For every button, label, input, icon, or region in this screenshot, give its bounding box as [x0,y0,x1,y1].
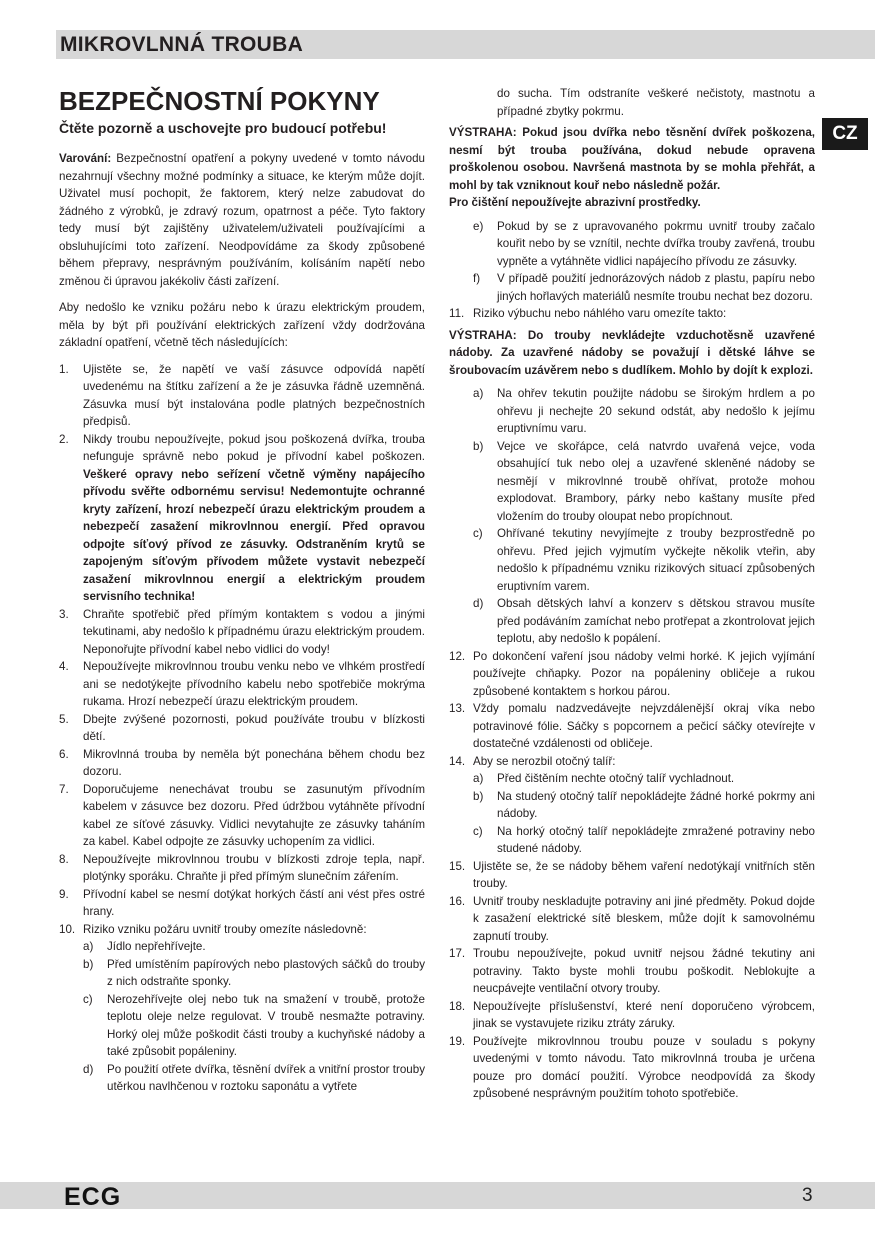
sub-list-item: f) V případě použití jednorázových nádob z plastu, papíru nebo jiných hořlavých materiálů nesmíte troubu nechat bez dozoru. [473,272,815,303]
list-item: 18. Nepoužívejte příslušenství, které není doporučeno výrobcem, jinak se vystavujete riziku ztráty záruky. [449,999,815,1030]
sub-list-item: d) Po použití otřete dvířka, těsnění dvířek a vnitřní prostor trouby utěrkou navlhčenou v roztoku saponátu a vytřete [83,1062,425,1093]
brand-logo: ECG [64,1183,122,1211]
sub-list-item: c) Na horký otočný talíř nepokládejte zmražené potraviny nebo studené nádoby. [473,824,815,855]
header-title: MIKROVLNNÁ TROUBA [60,33,304,56]
list-item: 5. Dbejte zvýšené pozornosti, pokud používáte troubu v blízkosti dětí. [59,712,425,743]
intro-paragraph: Aby nedošlo ke vzniku požáru nebo k úrazu elektrickým proudem, měla by být při používání elektrických zařízení vždy dodržována základní opatření, včetně těch následujících: [59,301,425,349]
list-item: 17. Troubu nepoužívejte, pokud uvnitř nejsou žádné tekutiny ani potraviny. Takto byste mohli troubu poškodit. Neblokujte a neucpávejte ventilační otvory trouby. [449,947,815,995]
list-item: 1. Ujistěte se, že napětí ve vaší zásuvce odpovídá napětí uvedenému na štítku zařízení a že je zásuvka řádně uzemněná. Zásuvka musí být instalována podle platných bezpečnostních předpisů. [59,362,425,428]
safety-list [59,361,425,1096]
header-bar [56,30,875,59]
sub-list-item: a) Jídlo nepřehřívejte. [83,940,206,953]
page-title: BEZPEČNOSTNÍ POKYNY [59,86,380,116]
list-item: 11. Riziko výbuchu nebo náhlého varu omezíte takto: [449,307,727,320]
list-item: 13. Vždy pomalu nadzvedávejte nejvzdálenější okraj víka nebo potravinové fólie. Sáčky s popcornem a pečicí sáčky otevírejte v dostatečné vzdálenosti od obličeje. [449,702,815,750]
list-item: 10. Riziko vzniku požáru uvnitř trouby omezíte následovně: [59,922,367,936]
list-item: 4. Nepoužívejte mikrovlnnou troubu venku nebo ve vlhkém prostředí ani se nedotýkejte přívodního kabelu nebo spotřebiče mokrýma rukama. Hrozí nebezpečí úrazu elektrickým proudem. [59,660,425,708]
list-item: 19. Používejte mikrovlnnou troubu pouze v souladu s pokyny uvedenými v tomto návodu. Tato mikrovlnná trouba je určena pouze pro domácí použití. Výrobce neodpovídá za škody způsobené nesprávným použitím tohoto spotřebiče. [449,1034,815,1100]
list-item: 12. Po dokončení vaření jsou nádoby velmi horké. K jejich vyjímání používejte chňapky. Pozor na popáleniny obličeje a rukou způsobené kontaktem s horkou párou. [449,649,815,698]
sub-list-item: b) Na studený otočný talíř nepokládejte žádné horké pokrmy ani nádoby. [473,789,815,820]
sub-list-item: a) Na ohřev tekutin použijte nádobu se širokým hrdlem a po ohřevu ji nechejte 20 sekund odstát, aby nedošlo k jejímu eruptivnímu varu. [473,387,815,435]
language-badge: CZ [822,118,868,150]
left-column [59,85,425,1096]
list-item: 6. Mikrovlnná trouba by neměla být ponechána během chodu bez dozoru. [59,747,425,778]
warning-label: Varování: [59,152,112,165]
warning-paragraph [59,150,425,290]
bold-warning: Veškeré opravy nebo seřízení včetně výměny napájecího přívodu svěřte odbornému servisu! Nedemontujte ochranné kryty zařízení, hrozí nebezpečí úrazu elektrickým proudem a nebezpečí zasažení mikrovlnnou energií. Před opravou odpojte síťový přívod ze zásuvky. Odstraněním krytů se zapojeným síťovým přívodem můžete vystavit nebezpečí zasažení mikrovlnnou energií a elektrickým proudem servisního technika! [83,467,425,603]
cleaning-warning: VÝSTRAHA: Pokud jsou dvířka nebo těsnění dvířek poškozena, nesmí být trouba používána, dokud nebude opravena proškolenou osobou. Navršená mastnota by se mohla přehřát, a mohl by tak vzniknout kouř nebo následně požár. Pro čištění nepoužívejte abrazivní prostředky. [449,126,815,209]
list-item: 3. Chraňte spotřebič před přímým kontaktem s vodou a jinými tekutinami, aby nedošlo k případnému úrazu elektrickým proudem. Neponořujte přívodní kabel nebo vidlici do vody! [59,607,425,656]
list-item: 16. Uvnitř trouby neskladujte potraviny ani jiné předměty. Pokud dojde k zasažení elektrické sítě bleskem, může dojít k samovolnému zapnutí trouby. [449,894,815,943]
sub-list-item: d) Obsah dětských lahví a konzerv s dětskou stravou musíte před podáváním zamíchat nebo protřepat a zkontrolovat jejich teplotu, aby nedošlo k popálení. [473,597,815,645]
list-item: 7. Doporučujeme nenechávat troubu se zasunutým přívodním kabelem v zásuvce bez dozoru. Před údržbou vytáhněte přívodní kabel ze síťové zásuvky. Vidlici nevytahujte ze zásuvky taháním za kabel. Kabel odpojte ze zásuvky uchopením za vidlici. [59,782,425,848]
page-subtitle: Čtěte pozorně a uschovejte pro budoucí potřebu! [59,120,387,136]
sub-list [473,770,815,858]
sub-list [83,938,425,1096]
footer-bar [0,1182,875,1209]
sub-list-item: b) Vejce ve skořápce, celá natvrdo uvařená vejce, voda obsahující tuk nebo olej a uzavřené skleněné nádoby se nesmějí v mikrovlnné troubě ohřívat, protože mohou explodovat. Brambory, párky nebo kaštany musíte před vložením do trouby oloupat nebo propíchnout. [473,439,815,523]
sub-list-item: c) Nerozehřívejte olej nebo tuk na smažení v troubě, protože teplotu oleje nelze regulovat. V troubě nesmažte potraviny. Horký olej může poškodit části trouby a kuchyňské nádoby a také způsobit popáleniny. [83,992,425,1058]
explosion-warning: VÝSTRAHA: Do trouby nevkládejte vzduchotěsně uzavřené nádoby. Za uzavřené nádoby se považují i dětské láhve se šroubovacím uzávěrem nebo s dudlíkem. Mohlo by dojít k explozi. [449,328,815,377]
sub-list-item: b) Před umístěním papírových nebo plastových sáčků do trouby z nich odstraňte sponky. [83,957,425,988]
list-item: 14. Aby se nerozbil otočný talíř: [449,754,616,768]
continued-text: do sucha. Tím odstraníte veškeré nečistoty, mastnotu a případné zbytky pokrmu. [497,87,815,118]
list-item: 2. Nikdy troubu nepoužívejte, pokud jsou poškozená dvířka, trouba nefunguje správně nebo pokud je přívodní kabel poškozen. Veškeré opravy nebo seřízení včetně výměny napájecího přívodu svěřte odbornému servisu! Nedemontujte ochranné kryty zařízení, hrozí nebezpečí úrazu elektrickým proudem a nebezpečí zasažení mikrovlnnou energií. Před opravou odpojte síťový přívod ze zásuvky. Odstraněním krytů se zapojeným síťovým přívodem můžete vystavit nebezpečí zasažení mikrovlnnou energií a elektrickým proudem servisního technika! [59,432,425,603]
sub-list [473,385,815,648]
warning-text: Bezpečnostní opatření a pokyny uvedené v tomto návodu nezahrnují všechny možné podmínky a situace, ke kterým může dojít. Uživatel musí pochopit, že faktorem, který nelze zabudovat do žádného z výrobků, je zdravý rozum, opatrnost a péče. Tyto faktory tedy musí být zajištěny uživatelem/uživateli používajícími a obsluhujícími toto zařízení. Neodpovídáme za škody způsobené během přepravy, nesprávným používáním, kolísáním napětí nebo změnou či úpravou jakékoliv části zařízení. [59,152,425,288]
list-item: 9. Přívodní kabel se nesmí dotýkat horkých částí ani vést přes ostré hrany. [59,887,425,918]
page-number: 3 [802,1185,813,1206]
right-column [449,85,815,1103]
sub-list-item: a) Před čištěním nechte otočný talíř vychladnout. [473,772,735,785]
list-item: 8. Nepoužívejte mikrovlnnou troubu v blízkosti zdroje tepla, např. plotýnky sporáku. Chraňte ji před přímým slunečním zářením. [59,852,425,883]
sub-list-item: c) Ohřívané tekutiny nevyjímejte z trouby bezprostředně po ohřevu. Před jejich vyjmutím vyčkejte několik vteřin, aby nedošlo k případnému vzniku rizikových situací způsobených eruptivním varem. [473,527,815,593]
sub-list [473,218,815,306]
sub-list-item: e) Pokud by se z upravovaného pokrmu uvnitř trouby začalo kouřit nebo by se vznítil, nechte dvířka trouby zavřená, troubu vypněte a vytáhněte vidlici napájecího přívodu ze zásuvky. [473,219,815,268]
list-item: 15. Ujistěte se, že se nádoby během vaření nedotýkají vnitřních stěn trouby. [449,859,815,890]
